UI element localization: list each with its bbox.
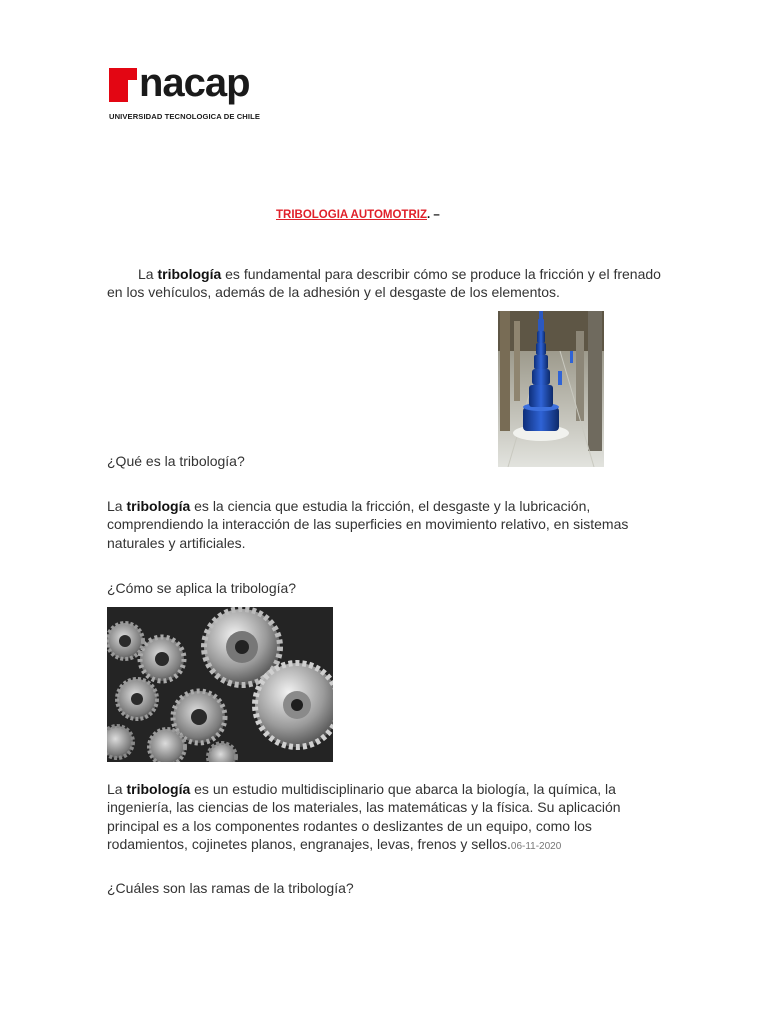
gears-photo xyxy=(107,607,333,762)
gears-illustration xyxy=(107,607,333,762)
title-suffix: . – xyxy=(426,209,440,221)
inacap-logo xyxy=(108,61,268,124)
question-branches: ¿Cuáles son las ramas de la tribología? xyxy=(107,880,354,896)
date-stamp: 06-11-2020 xyxy=(510,840,562,852)
logo-tagline: UNIVERSIDAD TECNOLOGICA DE CHILE xyxy=(109,112,261,121)
title-text: TRIBOLOGIA AUTOMOTRIZ xyxy=(276,209,427,221)
question-what-is: ¿Qué es la tribología? xyxy=(107,453,245,469)
bold-term: tribología xyxy=(126,781,191,797)
bold-term: tribología xyxy=(157,266,222,282)
turbine-shafts-photo xyxy=(498,311,604,467)
definition-paragraph: La tribología es la ciencia que estudia la fricción, el desgaste y la lubricación, comprendiendo la interacción de las superficies en movimiento relativo, en sistemas naturales y artificiales. xyxy=(107,498,629,551)
logo-wordmark: nacap xyxy=(139,61,250,105)
turbine-shafts-illustration xyxy=(498,311,604,467)
bold-term: tribología xyxy=(126,498,191,514)
application-paragraph: La tribología es un estudio multidisciplinario que abarca la biología, la química, la ingeniería, las ciencias de los materiales, las matemáticas y la física. Su aplicación principal es a los componentes rodantes o deslizantes de un equipo, como los rodamientos, cojinetes planos, engranajes, levas, frenos y sellos.06-11-2020 xyxy=(107,781,621,852)
question-how-applied: ¿Cómo se aplica la tribología? xyxy=(107,580,297,596)
intro-paragraph: La tribología es fundamental para describir cómo se produce la fricción y el frenado en los vehículos, además de la adhesión y el desgaste de los elementos. xyxy=(107,266,661,301)
document-title xyxy=(276,209,440,221)
